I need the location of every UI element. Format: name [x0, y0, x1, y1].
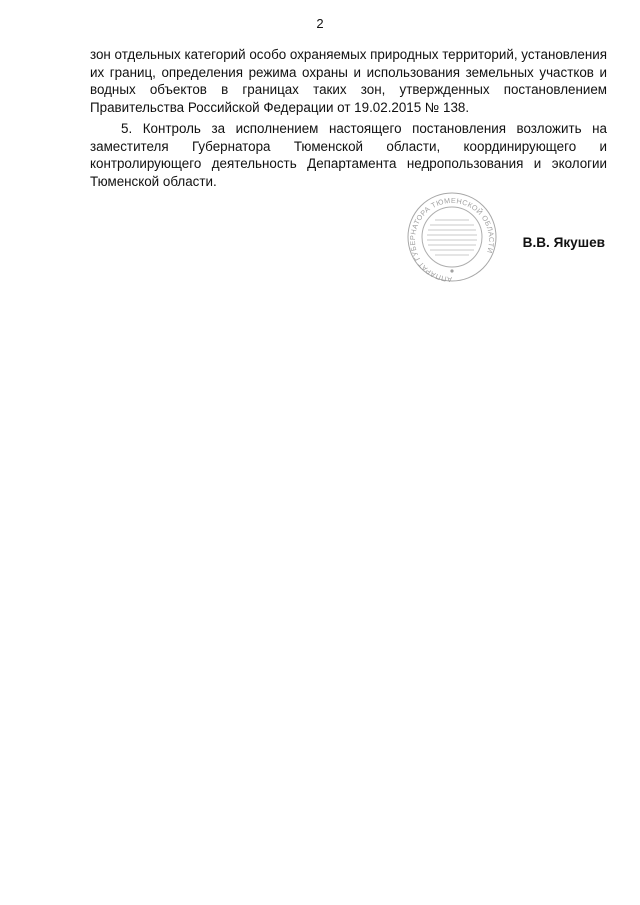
- official-seal: [401, 191, 503, 283]
- body-paragraph-2: 5. Контроль за исполнением настоящего постановления возложить на заместителя Губернатора Тюменской области, координирующего и контролирующего деятельность Департамента недропользования и экологии Тюменской области.: [90, 121, 607, 189]
- seal-outer-ring: [408, 193, 496, 281]
- signatory-name: В.В. Якушев: [522, 235, 605, 250]
- seal-ring-text: АППАРАТ ГУБЕРНАТОРА ТЮМЕНСКОЙ ОБЛАСТИ: [407, 195, 497, 283]
- seal-inner-ring: [422, 207, 482, 267]
- page-number: 2: [316, 16, 324, 31]
- seal-center-lines: [427, 220, 477, 255]
- body-paragraph-1: зон отдельных категорий особо охраняемых природных территорий, установления их границ, определения режима охраны и использования земельных участков и водных объектов в границах таких зон, утвержденных постановлением Правительства Российской Федерации от 19.02.2015 № 138.: [90, 47, 607, 115]
- seal-star: [450, 269, 453, 272]
